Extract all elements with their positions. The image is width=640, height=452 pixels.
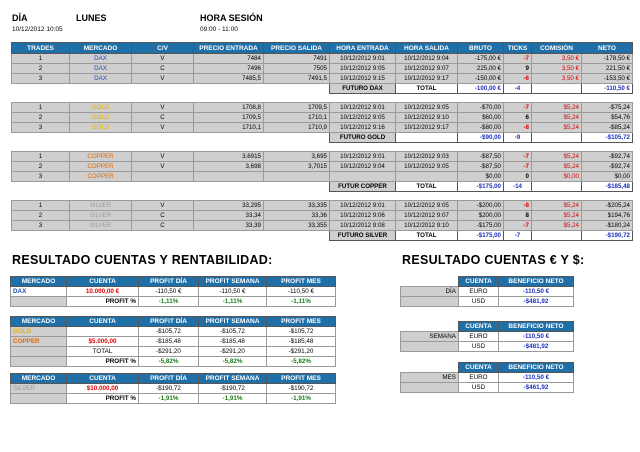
trade-cell: 6 — [504, 113, 532, 123]
col-header: BENEFICIO NETO — [499, 277, 574, 287]
trade-cell: 33,36 — [264, 211, 330, 221]
total-ticks: -14 — [504, 182, 532, 192]
spacer-row — [12, 143, 633, 152]
trade-cell: GOLD — [70, 123, 132, 133]
trade-cell: 10/12/2012 9:07 — [396, 64, 458, 74]
trade-cell: COPPER — [70, 162, 132, 172]
trade-cell: $5,24 — [532, 201, 582, 211]
trade-cell: 1 — [12, 201, 70, 211]
period-label — [401, 383, 459, 393]
profit-pct-month: -1,11% — [267, 297, 336, 307]
trade-row — [12, 162, 633, 172]
trade-cell: V — [132, 123, 194, 133]
profit-pct-week: -1,11% — [199, 297, 267, 307]
trade-cell: -$87,50 — [458, 162, 504, 172]
date-time: 10/12/2012 10:05 — [12, 26, 63, 33]
period-label — [401, 297, 459, 307]
profit-month: -110,50 € — [267, 287, 336, 297]
col-header: PRECIO SALIDA — [264, 43, 330, 54]
trade-cell: V — [132, 152, 194, 162]
blank-cell — [12, 133, 330, 143]
trade-cell: 3,7015 — [264, 162, 330, 172]
col-header: PROFIT MES — [267, 317, 336, 327]
trade-cell — [132, 172, 194, 182]
blank-cell — [532, 84, 582, 94]
trade-cell: 1709,5 — [194, 113, 264, 123]
trade-cell: 10/12/2012 9:01 — [330, 152, 396, 162]
profit-pct-day: -5,82% — [139, 357, 199, 367]
trade-cell: 3,50 € — [532, 64, 582, 74]
profit-pct-label: PROFIT % — [67, 394, 139, 404]
col-header: HORA SALIDA — [396, 43, 458, 54]
net-result-table — [400, 321, 574, 352]
trade-cell: GOLD — [70, 103, 132, 113]
account-silver: $10.000,00 — [67, 384, 139, 394]
trade-cell: $194,76 — [582, 211, 633, 221]
currency-cell: USD — [459, 297, 499, 307]
net-profit-value: -$481,92 — [499, 297, 574, 307]
col-header: CUENTA — [67, 277, 139, 287]
trade-cell: 3 — [12, 123, 70, 133]
col-header: PROFIT DÍA — [139, 374, 199, 384]
trade-cell: 10/12/2012 9:01 — [330, 103, 396, 113]
trades-table — [11, 42, 633, 241]
trade-cell: 1 — [12, 103, 70, 113]
trade-cell: -$85,24 — [582, 123, 633, 133]
net-profit-value: -110,50 € — [499, 287, 574, 297]
trade-cell: 33,34 — [194, 211, 264, 221]
profit-month: -$105,72 — [267, 327, 336, 337]
trade-cell: -6 — [504, 74, 532, 84]
blank-cell — [532, 133, 582, 143]
trade-row — [12, 103, 633, 113]
trade-cell: V — [132, 162, 194, 172]
trade-cell: 1710,1 — [264, 113, 330, 123]
trade-cell — [194, 172, 264, 182]
account-dax: 10.000,00 € — [67, 287, 139, 297]
session-value: 09:00 - 11:00 — [200, 26, 238, 33]
trade-cell: 10/12/2012 9:04 — [330, 162, 396, 172]
trade-cell: 33,39 — [194, 221, 264, 231]
spacer-cell — [12, 143, 633, 152]
col-header: C/V — [132, 43, 194, 54]
trade-cell: -$92,74 — [582, 162, 633, 172]
spacer-cell — [11, 347, 67, 357]
col-header: TICKS — [504, 43, 532, 54]
profit-pct-month: -5,82% — [267, 357, 336, 367]
total-neto: -$185,48 — [582, 182, 633, 192]
spacer-cell — [11, 394, 67, 404]
period-label: SEMANA — [401, 332, 459, 342]
trade-row — [12, 74, 633, 84]
profit-pct-month: -1,91% — [267, 394, 336, 404]
trade-cell: -$92,74 — [582, 152, 633, 162]
trade-cell — [396, 172, 458, 182]
blank-cell — [401, 277, 459, 287]
total-label: TOTAL — [67, 347, 139, 357]
trade-cell: 1 — [12, 54, 70, 64]
trade-cell: V — [132, 201, 194, 211]
total-bruto: -$175,00 — [458, 231, 504, 241]
trade-cell: -$87,50 — [458, 152, 504, 162]
total-label: TOTAL — [396, 231, 458, 241]
trade-cell: 7491,5 — [264, 74, 330, 84]
gold-copper-results-table — [10, 316, 336, 367]
col-header: CUENTA — [67, 317, 139, 327]
trade-cell: 10/12/2012 9:04 — [396, 54, 458, 64]
trade-cell: -$180,24 — [582, 221, 633, 231]
col-header: PROFIT MES — [267, 374, 336, 384]
trade-cell: $5,24 — [532, 123, 582, 133]
total-neto: -110,50 € — [582, 84, 633, 94]
col-header: MERCADO — [11, 374, 67, 384]
results-left-title: RESULTADO CUENTAS Y RENTABILIDAD: — [12, 253, 273, 267]
trade-cell: -$70,00 — [458, 103, 504, 113]
results-right-title: RESULTADO CUENTAS € Y $: — [402, 253, 585, 267]
trade-row — [12, 172, 633, 182]
trade-row — [12, 123, 633, 133]
trade-cell: -7 — [504, 103, 532, 113]
profit-pct-week: -1,91% — [199, 394, 267, 404]
trade-cell: 3,50 € — [532, 54, 582, 64]
total-ticks: -9 — [504, 133, 532, 143]
trade-cell: V — [132, 54, 194, 64]
trade-cell: -150,00 € — [458, 74, 504, 84]
future-label: FUTUR COPPER — [330, 182, 396, 192]
total-bruto: -$175,00 — [458, 182, 504, 192]
profit-pct-label: PROFIT % — [67, 297, 139, 307]
trade-cell: $0,00 — [532, 172, 582, 182]
future-label: FUTURO SILVER — [330, 231, 396, 241]
group-total-row — [12, 133, 633, 143]
trade-cell: 221,50 € — [582, 64, 633, 74]
col-header: BENEFICIO NETO — [499, 363, 574, 373]
trade-cell: 7485,5 — [194, 74, 264, 84]
trade-cell: $60,00 — [458, 113, 504, 123]
trade-row — [12, 211, 633, 221]
trade-cell: 10/12/2012 9:17 — [396, 74, 458, 84]
trade-cell: -7 — [504, 54, 532, 64]
trade-cell: 7484 — [194, 54, 264, 64]
trade-cell: 10/12/2012 9:01 — [330, 54, 396, 64]
col-header: BRUTO — [458, 43, 504, 54]
total-label — [396, 133, 458, 143]
total-ticks: -7 — [504, 231, 532, 241]
trade-cell: 10/12/2012 9:10 — [396, 221, 458, 231]
trade-cell: 10/12/2012 9:16 — [330, 123, 396, 133]
profit-month: -$190,72 — [267, 384, 336, 394]
blank-cell — [12, 231, 330, 241]
trade-row — [12, 54, 633, 64]
profit-day: -$190,72 — [139, 384, 199, 394]
trade-cell: 10/12/2012 9:08 — [330, 221, 396, 231]
col-header: TRADES — [12, 43, 70, 54]
net-result-table — [400, 362, 574, 393]
period-label: DÍA — [401, 287, 459, 297]
trade-cell: 3,50 € — [532, 74, 582, 84]
trade-cell: SILVER — [70, 201, 132, 211]
trade-cell: COPPER — [70, 172, 132, 182]
dax-results-table — [10, 276, 336, 307]
profit-day: -110,50 € — [139, 287, 199, 297]
total-label: TOTAL — [396, 182, 458, 192]
col-header: PROFIT DÍA — [139, 317, 199, 327]
trade-cell: 3 — [12, 221, 70, 231]
col-header: PRECIO ENTRADA — [194, 43, 264, 54]
col-header: NETO — [582, 43, 633, 54]
trade-row — [12, 201, 633, 211]
spacer-cell — [12, 192, 633, 201]
session-label: HORA SESIÓN — [200, 13, 263, 23]
trade-cell: 1709,5 — [264, 103, 330, 113]
trade-cell: 10/12/2012 9:10 — [396, 113, 458, 123]
trade-cell: $5,24 — [532, 211, 582, 221]
group-total-row — [12, 182, 633, 192]
profit-week: -$185,48 — [199, 337, 267, 347]
trade-cell: COPPER — [70, 152, 132, 162]
trade-cell: 7496 — [194, 64, 264, 74]
trade-cell: 10/12/2012 9:01 — [330, 201, 396, 211]
trade-cell: -7 — [504, 221, 532, 231]
trade-cell: 10/12/2012 9:05 — [330, 113, 396, 123]
trade-cell: 10/12/2012 9:15 — [330, 74, 396, 84]
trade-cell: DAX — [70, 74, 132, 84]
total-bruto: -$90,00 — [458, 133, 504, 143]
day-label: DÍA — [12, 13, 28, 23]
profit-month: -$185,48 — [267, 337, 336, 347]
col-header: CUENTA — [67, 374, 139, 384]
profit-week: -$190,72 — [199, 384, 267, 394]
day-value: LUNES — [76, 13, 107, 23]
trade-cell: -8 — [504, 123, 532, 133]
trade-cell: DAX — [70, 64, 132, 74]
future-label: FUTURO GOLD — [330, 133, 396, 143]
col-header: CUENTA — [459, 277, 499, 287]
trade-cell: 3,698 — [194, 162, 264, 172]
trade-cell: $5,24 — [532, 152, 582, 162]
trade-cell: SILVER — [70, 211, 132, 221]
trade-cell: C — [132, 64, 194, 74]
net-profit-value: -110,50 € — [499, 332, 574, 342]
currency-cell: USD — [459, 342, 499, 352]
trade-cell: C — [132, 221, 194, 231]
net-profit-value: -$461,92 — [499, 383, 574, 393]
trade-cell: 2 — [12, 113, 70, 123]
trade-cell: -$80,00 — [458, 123, 504, 133]
profit-pct-day: -1,91% — [139, 394, 199, 404]
market-dax: DAX — [11, 287, 67, 297]
trade-cell: -$200,00 — [458, 201, 504, 211]
profit-day: -$105,72 — [139, 327, 199, 337]
market-silver: SILVER — [11, 384, 67, 394]
trade-cell: V — [132, 103, 194, 113]
group-total-row — [12, 231, 633, 241]
trade-cell: 10/12/2012 9:06 — [330, 211, 396, 221]
trade-cell: DAX — [70, 54, 132, 64]
trade-cell: 10/12/2012 9:05 — [330, 64, 396, 74]
currency-cell: EURO — [459, 287, 499, 297]
trade-cell: -178,50 € — [582, 54, 633, 64]
col-header: HORA ENTRADA — [330, 43, 396, 54]
net-result-table — [400, 276, 574, 307]
trade-cell: -$205,24 — [582, 201, 633, 211]
total-ticks: -4 — [504, 84, 532, 94]
trade-cell: V — [132, 74, 194, 84]
trade-cell: 9 — [504, 64, 532, 74]
trade-cell: 33,335 — [264, 201, 330, 211]
total-week: -$291,20 — [199, 347, 267, 357]
col-header: PROFIT SEMANA — [199, 277, 267, 287]
trade-cell: 10/12/2012 9:05 — [396, 162, 458, 172]
trade-cell: 10/12/2012 9:05 — [396, 201, 458, 211]
blank-cell — [532, 182, 582, 192]
trade-cell: 2 — [12, 211, 70, 221]
profit-week: -$105,72 — [199, 327, 267, 337]
spacer-cell — [12, 94, 633, 103]
trade-cell: 1710,1 — [194, 123, 264, 133]
trade-cell: C — [132, 113, 194, 123]
spacer-cell — [11, 297, 67, 307]
trade-cell: $0,00 — [582, 172, 633, 182]
trade-cell: $5,24 — [532, 103, 582, 113]
market-copper: COPPER — [11, 337, 67, 347]
trade-cell: 225,00 € — [458, 64, 504, 74]
trade-cell: 10/12/2012 9:17 — [396, 123, 458, 133]
trade-cell: GOLD — [70, 113, 132, 123]
col-header: COMISIÓN — [532, 43, 582, 54]
market-gold: GOLD — [11, 327, 67, 337]
col-header: PROFIT MES — [267, 277, 336, 287]
trade-cell: 2 — [12, 162, 70, 172]
trade-row — [12, 64, 633, 74]
col-header: CUENTA — [459, 322, 499, 332]
col-header: CUENTA — [459, 363, 499, 373]
blank-cell — [401, 363, 459, 373]
trade-cell: -$75,24 — [582, 103, 633, 113]
profit-week: -110,50 € — [199, 287, 267, 297]
trade-cell: -175,00 € — [458, 54, 504, 64]
profit-day: -$185,48 — [139, 337, 199, 347]
trade-row — [12, 152, 633, 162]
trade-cell: 3 — [12, 74, 70, 84]
trade-cell — [330, 172, 396, 182]
trade-cell: 1 — [12, 152, 70, 162]
trade-cell: 3,6915 — [194, 152, 264, 162]
period-label: MES — [401, 373, 459, 383]
spacer-row — [12, 94, 633, 103]
col-header: MERCADO — [70, 43, 132, 54]
col-header: PROFIT SEMANA — [199, 374, 267, 384]
group-total-row — [12, 84, 633, 94]
trade-cell: 2 — [12, 64, 70, 74]
blank-cell — [12, 84, 330, 94]
currency-cell: EURO — [459, 332, 499, 342]
trade-cell: 33,355 — [264, 221, 330, 231]
net-profit-value: -110,50 € — [499, 373, 574, 383]
trade-cell: 7491 — [264, 54, 330, 64]
trade-cell: 10/12/2012 9:05 — [396, 103, 458, 113]
trade-cell: 3 — [12, 172, 70, 182]
col-header: BENEFICIO NETO — [499, 322, 574, 332]
trade-cell: $5,24 — [532, 221, 582, 231]
trade-cell: $54,76 — [582, 113, 633, 123]
col-header: PROFIT SEMANA — [199, 317, 267, 327]
trades-header-row — [12, 43, 633, 54]
period-label — [401, 342, 459, 352]
trade-cell: 7505 — [264, 64, 330, 74]
trade-cell: 1708,8 — [194, 103, 264, 113]
trade-cell: 0 — [504, 172, 532, 182]
col-header: MERCADO — [11, 277, 67, 287]
blank-cell — [12, 182, 330, 192]
trade-cell: $0,00 — [458, 172, 504, 182]
trade-cell: 10/12/2012 9:03 — [396, 152, 458, 162]
trade-cell: -7 — [504, 162, 532, 172]
total-neto: -$105,72 — [582, 133, 633, 143]
trade-row — [12, 113, 633, 123]
profit-pct-label: PROFIT % — [67, 357, 139, 367]
total-label: TOTAL — [396, 84, 458, 94]
account-blank — [67, 327, 139, 337]
currency-cell: EURO — [459, 373, 499, 383]
trade-row — [12, 221, 633, 231]
spacer-row — [12, 192, 633, 201]
total-month: -$291,20 — [267, 347, 336, 357]
profit-pct-week: -5,82% — [199, 357, 267, 367]
account-usd: $5.000,00 — [67, 337, 139, 347]
trade-cell: -$175,00 — [458, 221, 504, 231]
trade-cell: 3,695 — [264, 152, 330, 162]
silver-results-table — [10, 373, 336, 404]
trade-cell — [264, 172, 330, 182]
trade-cell: 1710,9 — [264, 123, 330, 133]
trade-cell: 8 — [504, 211, 532, 221]
trade-cell: 10/12/2012 9:07 — [396, 211, 458, 221]
trade-cell: C — [132, 211, 194, 221]
trade-cell: $5,24 — [532, 113, 582, 123]
total-bruto: -100,00 € — [458, 84, 504, 94]
net-profit-value: -$481,92 — [499, 342, 574, 352]
total-neto: -$190,72 — [582, 231, 633, 241]
currency-cell: USD — [459, 383, 499, 393]
profit-pct-day: -1,11% — [139, 297, 199, 307]
col-header: PROFIT DÍA — [139, 277, 199, 287]
trade-cell: -153,50 € — [582, 74, 633, 84]
trade-cell: $200,00 — [458, 211, 504, 221]
future-label: FUTURO DAX — [330, 84, 396, 94]
spacer-cell — [11, 357, 67, 367]
trade-cell: SILVER — [70, 221, 132, 231]
trade-cell: $5,24 — [532, 162, 582, 172]
blank-cell — [532, 231, 582, 241]
col-header: MERCADO — [11, 317, 67, 327]
trade-cell: 33,295 — [194, 201, 264, 211]
blank-cell — [401, 322, 459, 332]
trade-cell: -8 — [504, 201, 532, 211]
trade-cell: -7 — [504, 152, 532, 162]
total-day: -$291,20 — [139, 347, 199, 357]
